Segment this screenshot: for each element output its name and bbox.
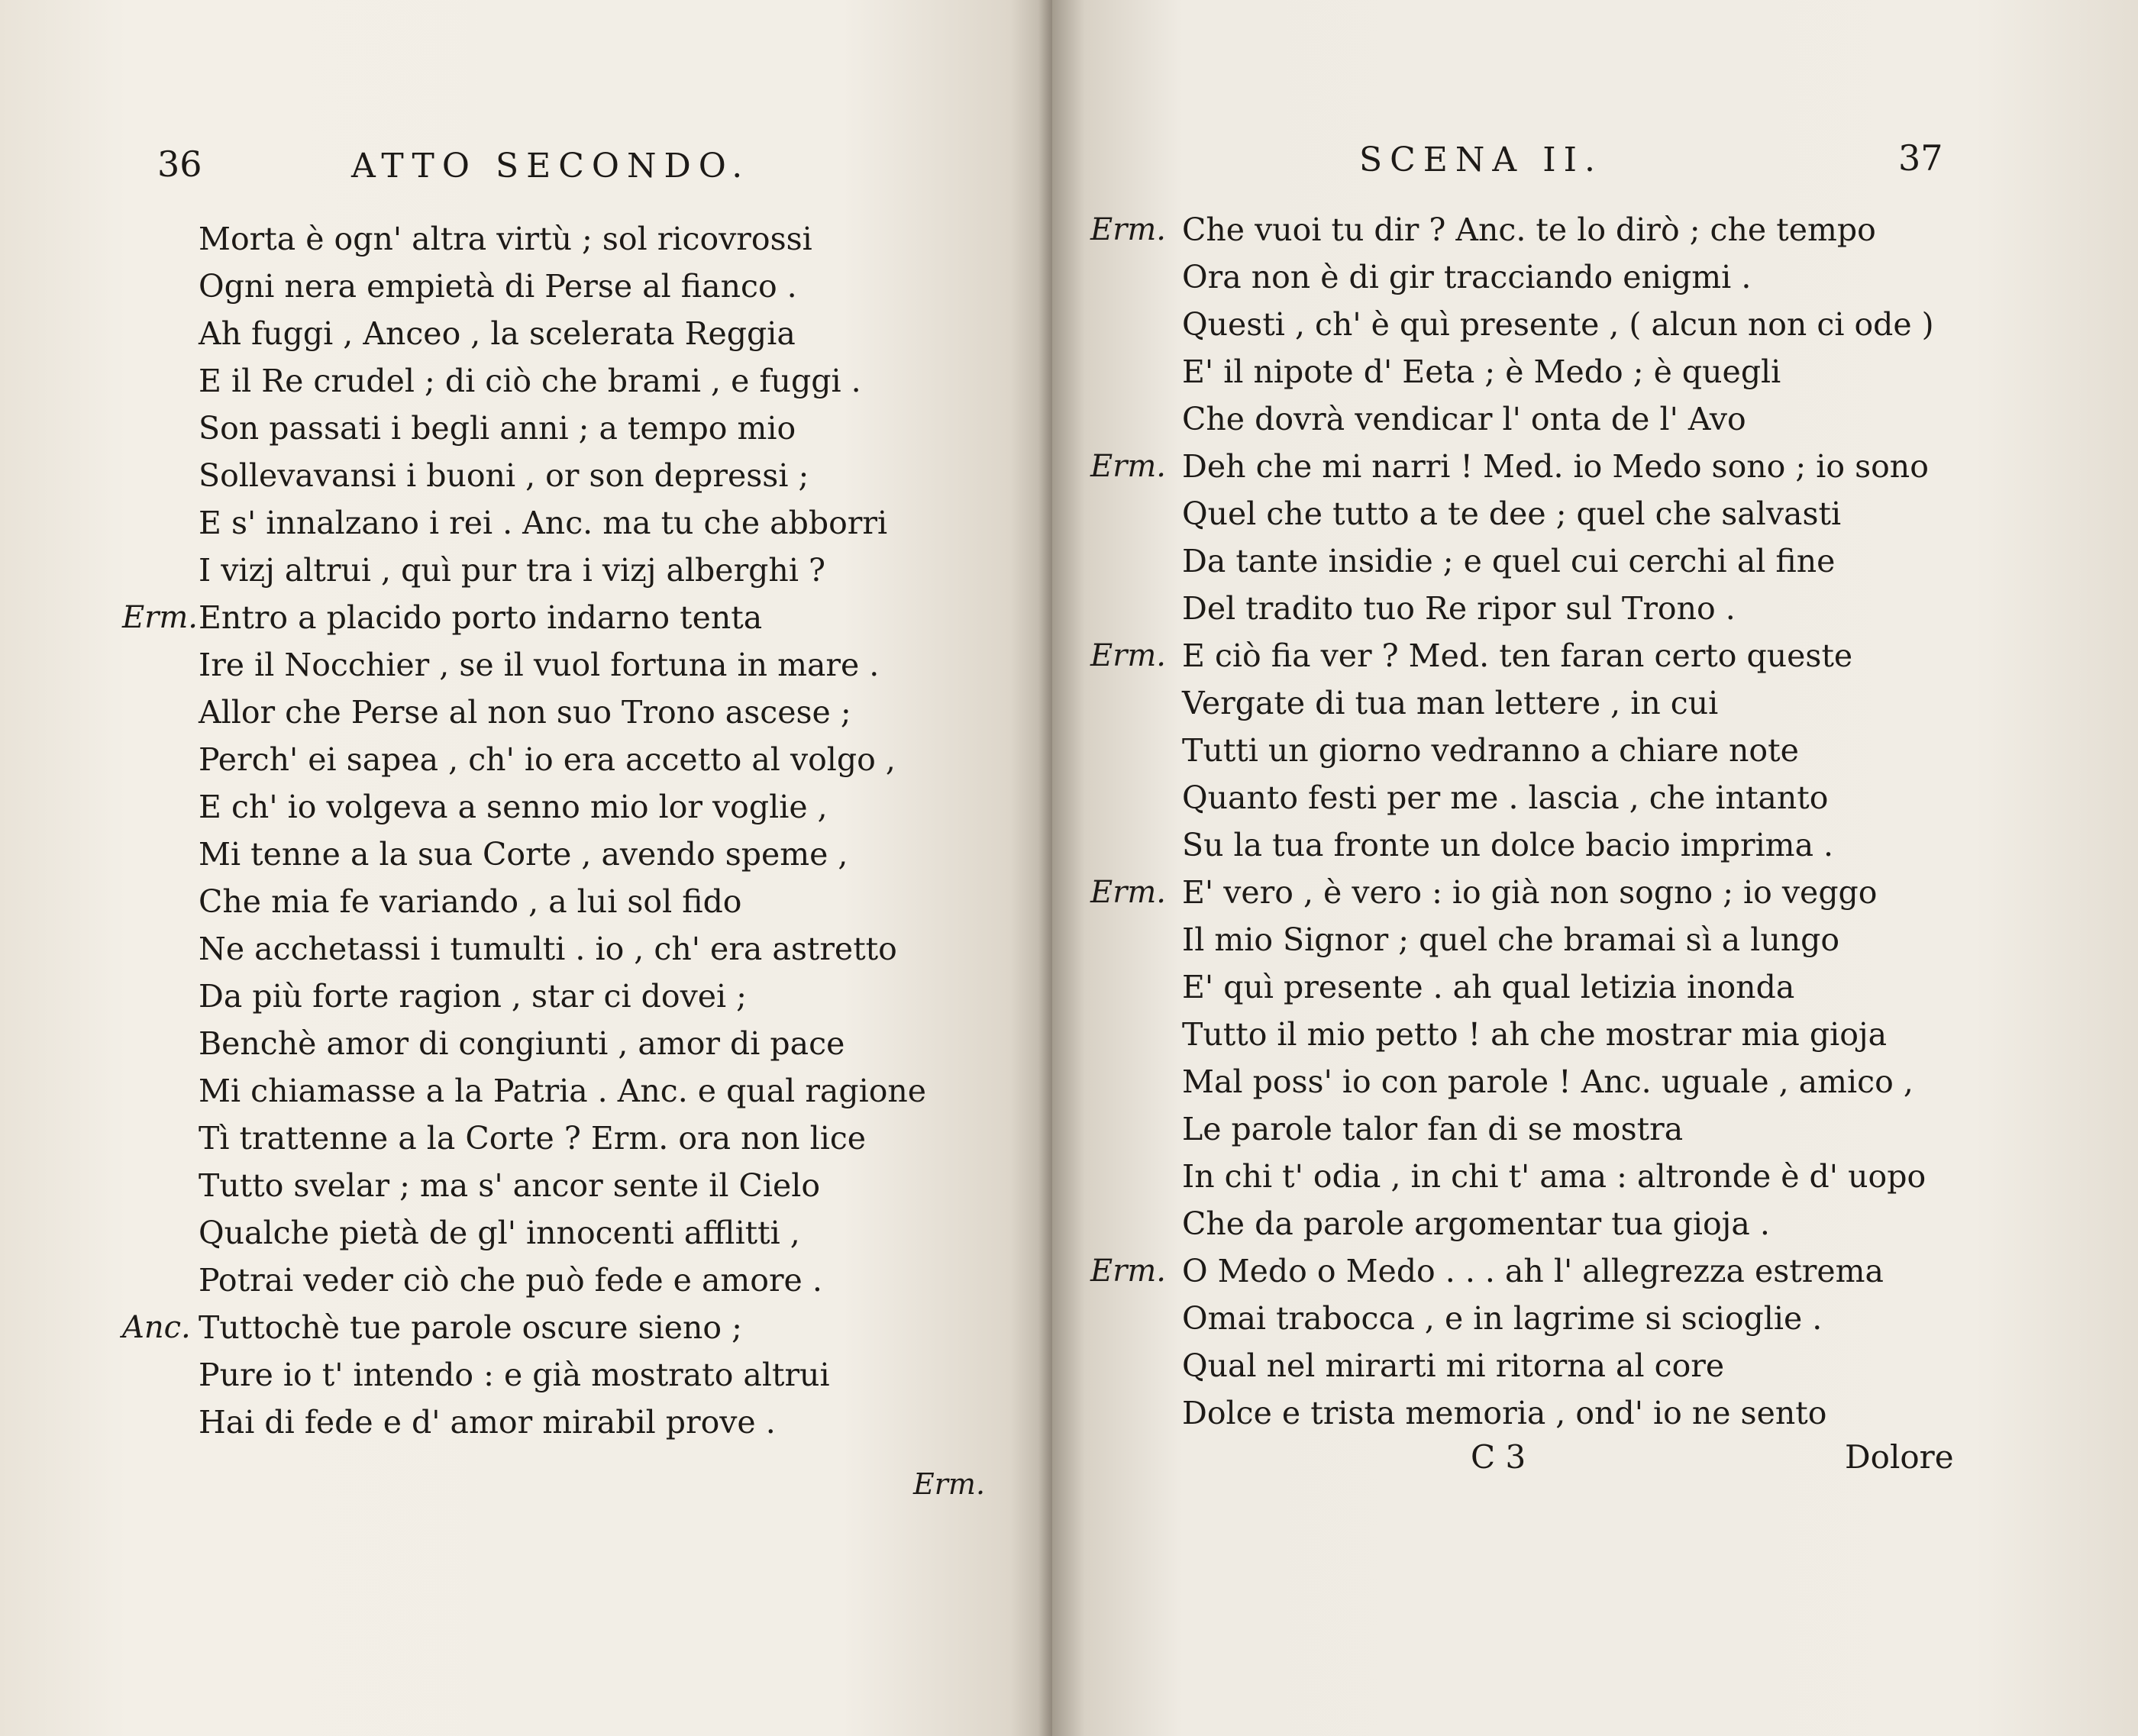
verse-line bbox=[1090, 821, 2114, 869]
verse-line bbox=[122, 783, 1023, 831]
verse-text: Tutti un giorno vedranno a chiare note bbox=[1182, 732, 1799, 769]
verse-line bbox=[1090, 537, 2114, 585]
verse-line bbox=[122, 831, 1023, 878]
verse-text: Tutto svelar ; ma s' ancor sente il Cielo bbox=[199, 1167, 821, 1204]
running-title-right: SCENA II. bbox=[1359, 140, 1603, 179]
right-page bbox=[1052, 0, 2138, 1736]
verse-text: I vizj altrui , quì pur tra i vizj alberghi ? bbox=[199, 552, 825, 589]
verse-line bbox=[122, 1399, 1023, 1446]
speaker-label: Erm. bbox=[1090, 1254, 1166, 1289]
verse-text: Che da parole argomentar tua gioja . bbox=[1182, 1205, 1770, 1242]
verse-text: Questi , ch' è quì presente , ( alcun non ci ode ) bbox=[1182, 306, 1934, 343]
catchword-right: Dolore bbox=[1845, 1438, 1954, 1476]
verse-line bbox=[1090, 1389, 2114, 1437]
running-title-left: ATTO SECONDO. bbox=[351, 147, 751, 186]
verse-line bbox=[122, 1020, 1023, 1067]
verse-text: Mi tenne a la sua Corte , avendo speme , bbox=[199, 836, 848, 873]
verse-text: E' quì presente . ah qual letizia inonda bbox=[1182, 969, 1795, 1005]
verse-block-left bbox=[122, 215, 1023, 1446]
verse-line bbox=[122, 357, 1023, 405]
verse-text: E il Re crudel ; di ciò che brami , e fuggi . bbox=[199, 363, 861, 399]
verse-line bbox=[1090, 774, 2114, 821]
verse-line bbox=[1090, 443, 2114, 490]
verse-text: Tutto il mio petto ! ah che mostrar mia gioja bbox=[1182, 1016, 1888, 1053]
verse-line bbox=[1090, 395, 2114, 443]
speaker-label: Anc. bbox=[122, 1310, 191, 1345]
verse-text: Hai di fede e d' amor mirabil prove . bbox=[199, 1404, 776, 1441]
verse-line bbox=[1090, 1153, 2114, 1200]
verse-line bbox=[122, 878, 1023, 925]
verse-text: Che vuoi tu dir ? Anc. te lo dirò ; che tempo bbox=[1182, 211, 1876, 248]
verse-text: In chi t' odia , in chi t' ama : altronde è d' uopo bbox=[1182, 1158, 1926, 1195]
verse-text: Vergate di tua man lettere , in cui bbox=[1182, 685, 1719, 721]
verse-text: Son passati i begli anni ; a tempo mio bbox=[199, 410, 796, 447]
verse-text: Qual nel mirarti mi ritorna al core bbox=[1182, 1347, 1725, 1384]
verse-line bbox=[1090, 301, 2114, 348]
verse-text: Sollevavansi i buoni , or son depressi ; bbox=[199, 457, 809, 494]
verse-text: E' vero , è vero : io già non sogno ; io veggo bbox=[1182, 874, 1878, 911]
speaker-label: Erm. bbox=[122, 600, 198, 635]
verse-line bbox=[1090, 1295, 2114, 1342]
verse-line bbox=[122, 1067, 1023, 1115]
verse-text: Potrai veder ciò che può fede e amore . bbox=[199, 1262, 822, 1299]
verse-line bbox=[122, 499, 1023, 547]
verse-line bbox=[1090, 206, 2114, 253]
verse-line bbox=[1090, 1200, 2114, 1247]
verse-line bbox=[1090, 727, 2114, 774]
verse-text: Omai trabocca , e in lagrime si scioglie . bbox=[1182, 1300, 1823, 1337]
verse-text: Allor che Perse al non suo Trono ascese ; bbox=[199, 694, 851, 731]
verse-text: Tuttochè tue parole oscure sieno ; bbox=[199, 1309, 742, 1346]
verse-line bbox=[1090, 490, 2114, 537]
verse-text: Qualche pietà de gl' innocenti afflitti , bbox=[199, 1215, 800, 1251]
verse-text: Entro a placido porto indarno tenta bbox=[199, 599, 763, 636]
verse-line bbox=[122, 310, 1023, 357]
verse-line bbox=[122, 547, 1023, 594]
page-number-right: 37 bbox=[1898, 137, 1943, 179]
speaker-label: Erm. bbox=[1090, 638, 1166, 673]
left-page bbox=[0, 0, 1052, 1736]
verse-text: Mal poss' io con parole ! Anc. uguale , amico , bbox=[1182, 1063, 1914, 1100]
verse-text: Su la tua fronte un dolce bacio imprima . bbox=[1182, 827, 1834, 863]
verse-text: E ch' io volgeva a senno mio lor voglie , bbox=[199, 789, 828, 825]
verse-text: O Medo o Medo . . . ah l' allegrezza estrema bbox=[1182, 1253, 1884, 1289]
verse-text: E s' innalzano i rei . Anc. ma tu che abborri bbox=[199, 505, 888, 541]
verse-text: Mi chiamasse a la Patria . Anc. e qual ragione bbox=[199, 1073, 927, 1109]
verse-line bbox=[1090, 348, 2114, 395]
verse-text: Ora non è di gir tracciando enigmi . bbox=[1182, 259, 1752, 295]
verse-text: Da più forte ragion , star ci dovei ; bbox=[199, 978, 747, 1015]
verse-line bbox=[122, 1162, 1023, 1209]
verse-line bbox=[1090, 1342, 2114, 1389]
verse-line bbox=[1090, 1011, 2114, 1058]
verse-text: Che dovrà vendicar l' onta de l' Avo bbox=[1182, 401, 1746, 437]
catchword-left: Erm. bbox=[913, 1467, 986, 1501]
verse-line bbox=[1090, 869, 2114, 916]
verse-text: Tì trattenne a la Corte ? Erm. ora non lice bbox=[199, 1120, 867, 1157]
verse-text: E' il nipote d' Eeta ; è Medo ; è quegli bbox=[1182, 353, 1781, 390]
verse-line bbox=[122, 925, 1023, 973]
verse-text: Benchè amor di congiunti , amor di pace bbox=[199, 1025, 845, 1062]
verse-block-right bbox=[1090, 206, 2114, 1437]
verse-text: Morta è ogn' altra virtù ; sol ricovrossi bbox=[199, 221, 812, 257]
verse-line bbox=[122, 1351, 1023, 1399]
verse-line bbox=[122, 973, 1023, 1020]
verse-text: Da tante insidie ; e quel cui cerchi al fine bbox=[1182, 543, 1836, 579]
verse-line bbox=[1090, 1058, 2114, 1105]
verse-line bbox=[1090, 963, 2114, 1011]
verse-line bbox=[122, 641, 1023, 689]
verse-line bbox=[122, 405, 1023, 452]
verse-text: Deh che mi narri ! Med. io Medo sono ; io sono bbox=[1182, 448, 1929, 485]
verse-text: Dolce e trista memoria , ond' io ne sento bbox=[1182, 1395, 1827, 1431]
verse-line bbox=[1090, 632, 2114, 679]
verse-line bbox=[122, 215, 1023, 263]
verse-line bbox=[122, 1115, 1023, 1162]
verse-line bbox=[122, 1209, 1023, 1257]
verse-line bbox=[122, 1257, 1023, 1304]
verse-line bbox=[1090, 679, 2114, 727]
verse-text: Perch' ei sapea , ch' io era accetto al volgo , bbox=[199, 741, 896, 778]
page-number-left: 36 bbox=[157, 144, 202, 185]
verse-line bbox=[1090, 916, 2114, 963]
verse-text: Del tradito tuo Re ripor sul Trono . bbox=[1182, 590, 1736, 627]
verse-line bbox=[122, 594, 1023, 641]
verse-line bbox=[122, 263, 1023, 310]
verse-line bbox=[122, 736, 1023, 783]
verse-text: Quanto festi per me . lascia , che intanto bbox=[1182, 779, 1829, 816]
signature-mark: C 3 bbox=[1471, 1438, 1526, 1476]
verse-text: Che mia fe variando , a lui sol fido bbox=[199, 883, 742, 920]
verse-text: Ne acchetassi i tumulti . io , ch' era astretto bbox=[199, 931, 897, 967]
verse-text: Ire il Nocchier , se il vuol fortuna in mare . bbox=[199, 647, 880, 683]
verse-line bbox=[1090, 1247, 2114, 1295]
verse-line bbox=[122, 1304, 1023, 1351]
verse-text: Le parole talor fan di se mostra bbox=[1182, 1111, 1684, 1147]
verse-text: Pure io t' intendo : e già mostrato altrui bbox=[199, 1357, 830, 1393]
verse-text: Ah fuggi , Anceo , la scelerata Reggia bbox=[199, 315, 796, 352]
verse-line bbox=[122, 452, 1023, 499]
verse-text: Il mio Signor ; quel che bramai sì a lungo bbox=[1182, 921, 1840, 958]
verse-line bbox=[1090, 585, 2114, 632]
speaker-label: Erm. bbox=[1090, 449, 1166, 484]
verse-text: Ogni nera empietà di Perse al fianco . bbox=[199, 268, 797, 305]
verse-line bbox=[122, 689, 1023, 736]
verse-line bbox=[1090, 253, 2114, 301]
verse-text: Quel che tutto a te dee ; quel che salvasti bbox=[1182, 495, 1842, 532]
verse-line bbox=[1090, 1105, 2114, 1153]
verse-text: E ciò fia ver ? Med. ten faran certo queste bbox=[1182, 637, 1853, 674]
speaker-label: Erm. bbox=[1090, 212, 1166, 247]
speaker-label: Erm. bbox=[1090, 875, 1166, 910]
